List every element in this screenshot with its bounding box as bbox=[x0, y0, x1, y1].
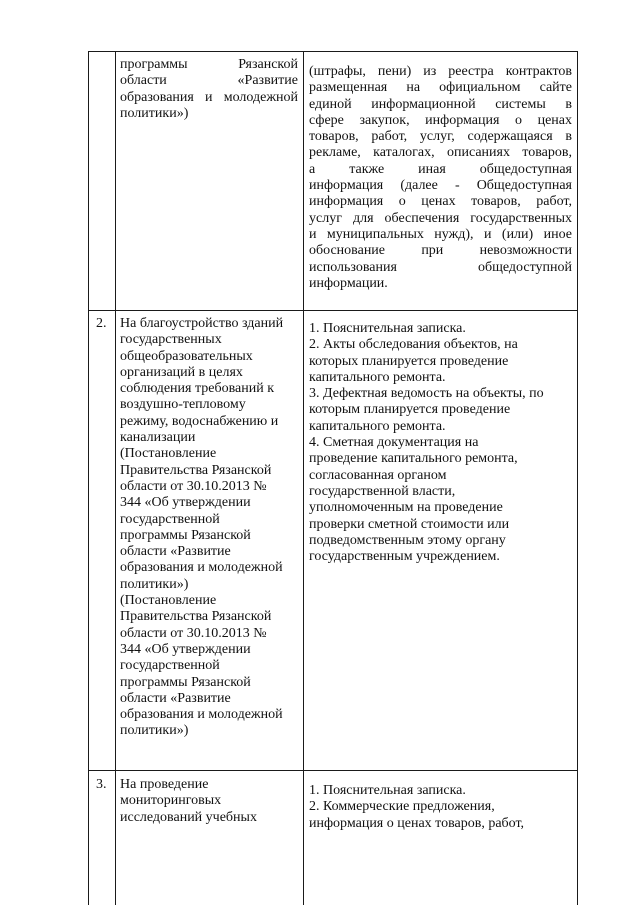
text-line: исследований учебных bbox=[120, 809, 257, 825]
text-line: государственной bbox=[120, 658, 220, 674]
text-line: соблюдения требований к bbox=[120, 381, 275, 397]
text-line: 3. Дефектная ведомость на объекты, по bbox=[309, 386, 544, 402]
text-line: информация о ценах товаров, работ, bbox=[309, 194, 572, 210]
text-line: области «Развитие bbox=[120, 690, 231, 706]
text-line: а также иная общедоступная bbox=[309, 161, 572, 177]
text-line: мониторинговых bbox=[120, 793, 222, 809]
text-line: и муниципальных нужд), и (или) иное bbox=[309, 226, 572, 242]
text-line: образования и молодежной bbox=[120, 707, 283, 723]
text-line: 2. Коммерческие предложения, bbox=[309, 799, 495, 815]
text-line: информации. bbox=[309, 275, 388, 291]
text-line: сфере закупок, информация о ценах bbox=[309, 112, 572, 128]
text-line: политики») bbox=[120, 105, 189, 121]
text-line: государственной bbox=[120, 511, 220, 527]
row-2-documents-cell bbox=[309, 321, 575, 565]
text-line: образования и молодежной bbox=[120, 560, 283, 576]
text-line: режиму, водоснабжению и bbox=[120, 413, 279, 429]
text-line: области «Развитие bbox=[120, 73, 298, 89]
text-line: 344 «Об утверждении bbox=[120, 641, 251, 657]
text-line: проверки сметной стоимости или bbox=[309, 516, 510, 532]
row-2-number: 2. bbox=[96, 316, 107, 331]
text-line: подведомственным этому органу bbox=[309, 532, 506, 548]
table-top-border bbox=[88, 51, 577, 52]
text-line: размещенная на официальном сайте bbox=[309, 80, 572, 96]
text-line: Правительства Рязанской bbox=[120, 462, 272, 478]
text-line: обоснование при невозможности bbox=[309, 243, 572, 259]
text-line: На благоустройство зданий bbox=[120, 316, 284, 331]
text-line: проведение капитального ремонта, bbox=[309, 451, 518, 467]
text-line: (штрафы, пени) из реестра контрактов bbox=[309, 64, 572, 79]
column-divider-2 bbox=[303, 51, 304, 905]
text-line: канализации bbox=[120, 430, 196, 446]
text-line: программы Рязанской bbox=[120, 527, 251, 543]
text-line: Правительства Рязанской bbox=[120, 609, 272, 625]
text-line: 1. Пояснительная записка. bbox=[309, 321, 466, 336]
row-2-object-cell bbox=[120, 316, 302, 740]
text-line: уполномоченным на проведение bbox=[309, 500, 503, 516]
row-2-top-border bbox=[88, 310, 577, 311]
text-line: 344 «Об утверждении bbox=[120, 495, 251, 511]
text-line: информация о ценах товаров, работ, bbox=[309, 815, 525, 831]
text-line: единой информационной системы в bbox=[309, 96, 572, 112]
text-line: области от 30.10.2013 № bbox=[120, 478, 267, 494]
text-line: политики») bbox=[120, 576, 189, 592]
row-3-top-border bbox=[88, 770, 577, 771]
text-line: государственным учреждением. bbox=[309, 549, 500, 565]
table-left-border bbox=[88, 51, 89, 905]
text-line: услуг для обеспечения государственных bbox=[309, 210, 572, 226]
text-line: общеобразовательных bbox=[120, 348, 253, 364]
text-line: 2. Акты обследования объектов, на bbox=[309, 337, 518, 353]
row-3-documents-cell bbox=[309, 783, 575, 832]
row-1-object-cell bbox=[120, 57, 298, 122]
text-line: организаций в целях bbox=[120, 364, 243, 380]
text-line: использования общедоступной bbox=[309, 259, 572, 275]
row-3-object-cell bbox=[120, 777, 302, 826]
text-line: которым планируется проведение bbox=[309, 402, 511, 418]
text-line: капитального ремонта. bbox=[309, 418, 446, 434]
text-line: области от 30.10.2013 № bbox=[120, 625, 267, 641]
text-line: (Постановление bbox=[120, 446, 217, 462]
text-line: программы Рязанской bbox=[120, 57, 298, 72]
text-line: информация (далее - Общедоступная bbox=[309, 178, 572, 194]
row-3-number: 3. bbox=[96, 777, 107, 792]
text-line: 1. Пояснительная записка. bbox=[309, 783, 466, 798]
text-line: программы Рязанской bbox=[120, 674, 251, 690]
text-line: согласованная органом bbox=[309, 467, 447, 483]
text-line: государственных bbox=[120, 332, 222, 348]
text-line: воздушно-тепловому bbox=[120, 397, 246, 413]
text-line: рекламе, каталогах, описаниях товаров, bbox=[309, 145, 572, 161]
text-line: области «Развитие bbox=[120, 544, 231, 560]
table-right-border bbox=[577, 51, 578, 905]
text-line: которых планируется проведение bbox=[309, 353, 509, 369]
column-divider-1 bbox=[115, 51, 116, 905]
text-line: товаров, работ, услуг, содержащаяся в bbox=[309, 129, 572, 145]
text-line: На проведение bbox=[120, 777, 209, 792]
text-line: 4. Сметная документация на bbox=[309, 435, 479, 451]
text-line: (Постановление bbox=[120, 593, 217, 609]
text-line: политики») bbox=[120, 723, 189, 739]
text-line: образования и молодежной bbox=[120, 89, 298, 105]
text-line: государственной власти, bbox=[309, 483, 456, 499]
row-1-documents-cell bbox=[309, 64, 572, 292]
text-line: капитального ремонта. bbox=[309, 369, 446, 385]
